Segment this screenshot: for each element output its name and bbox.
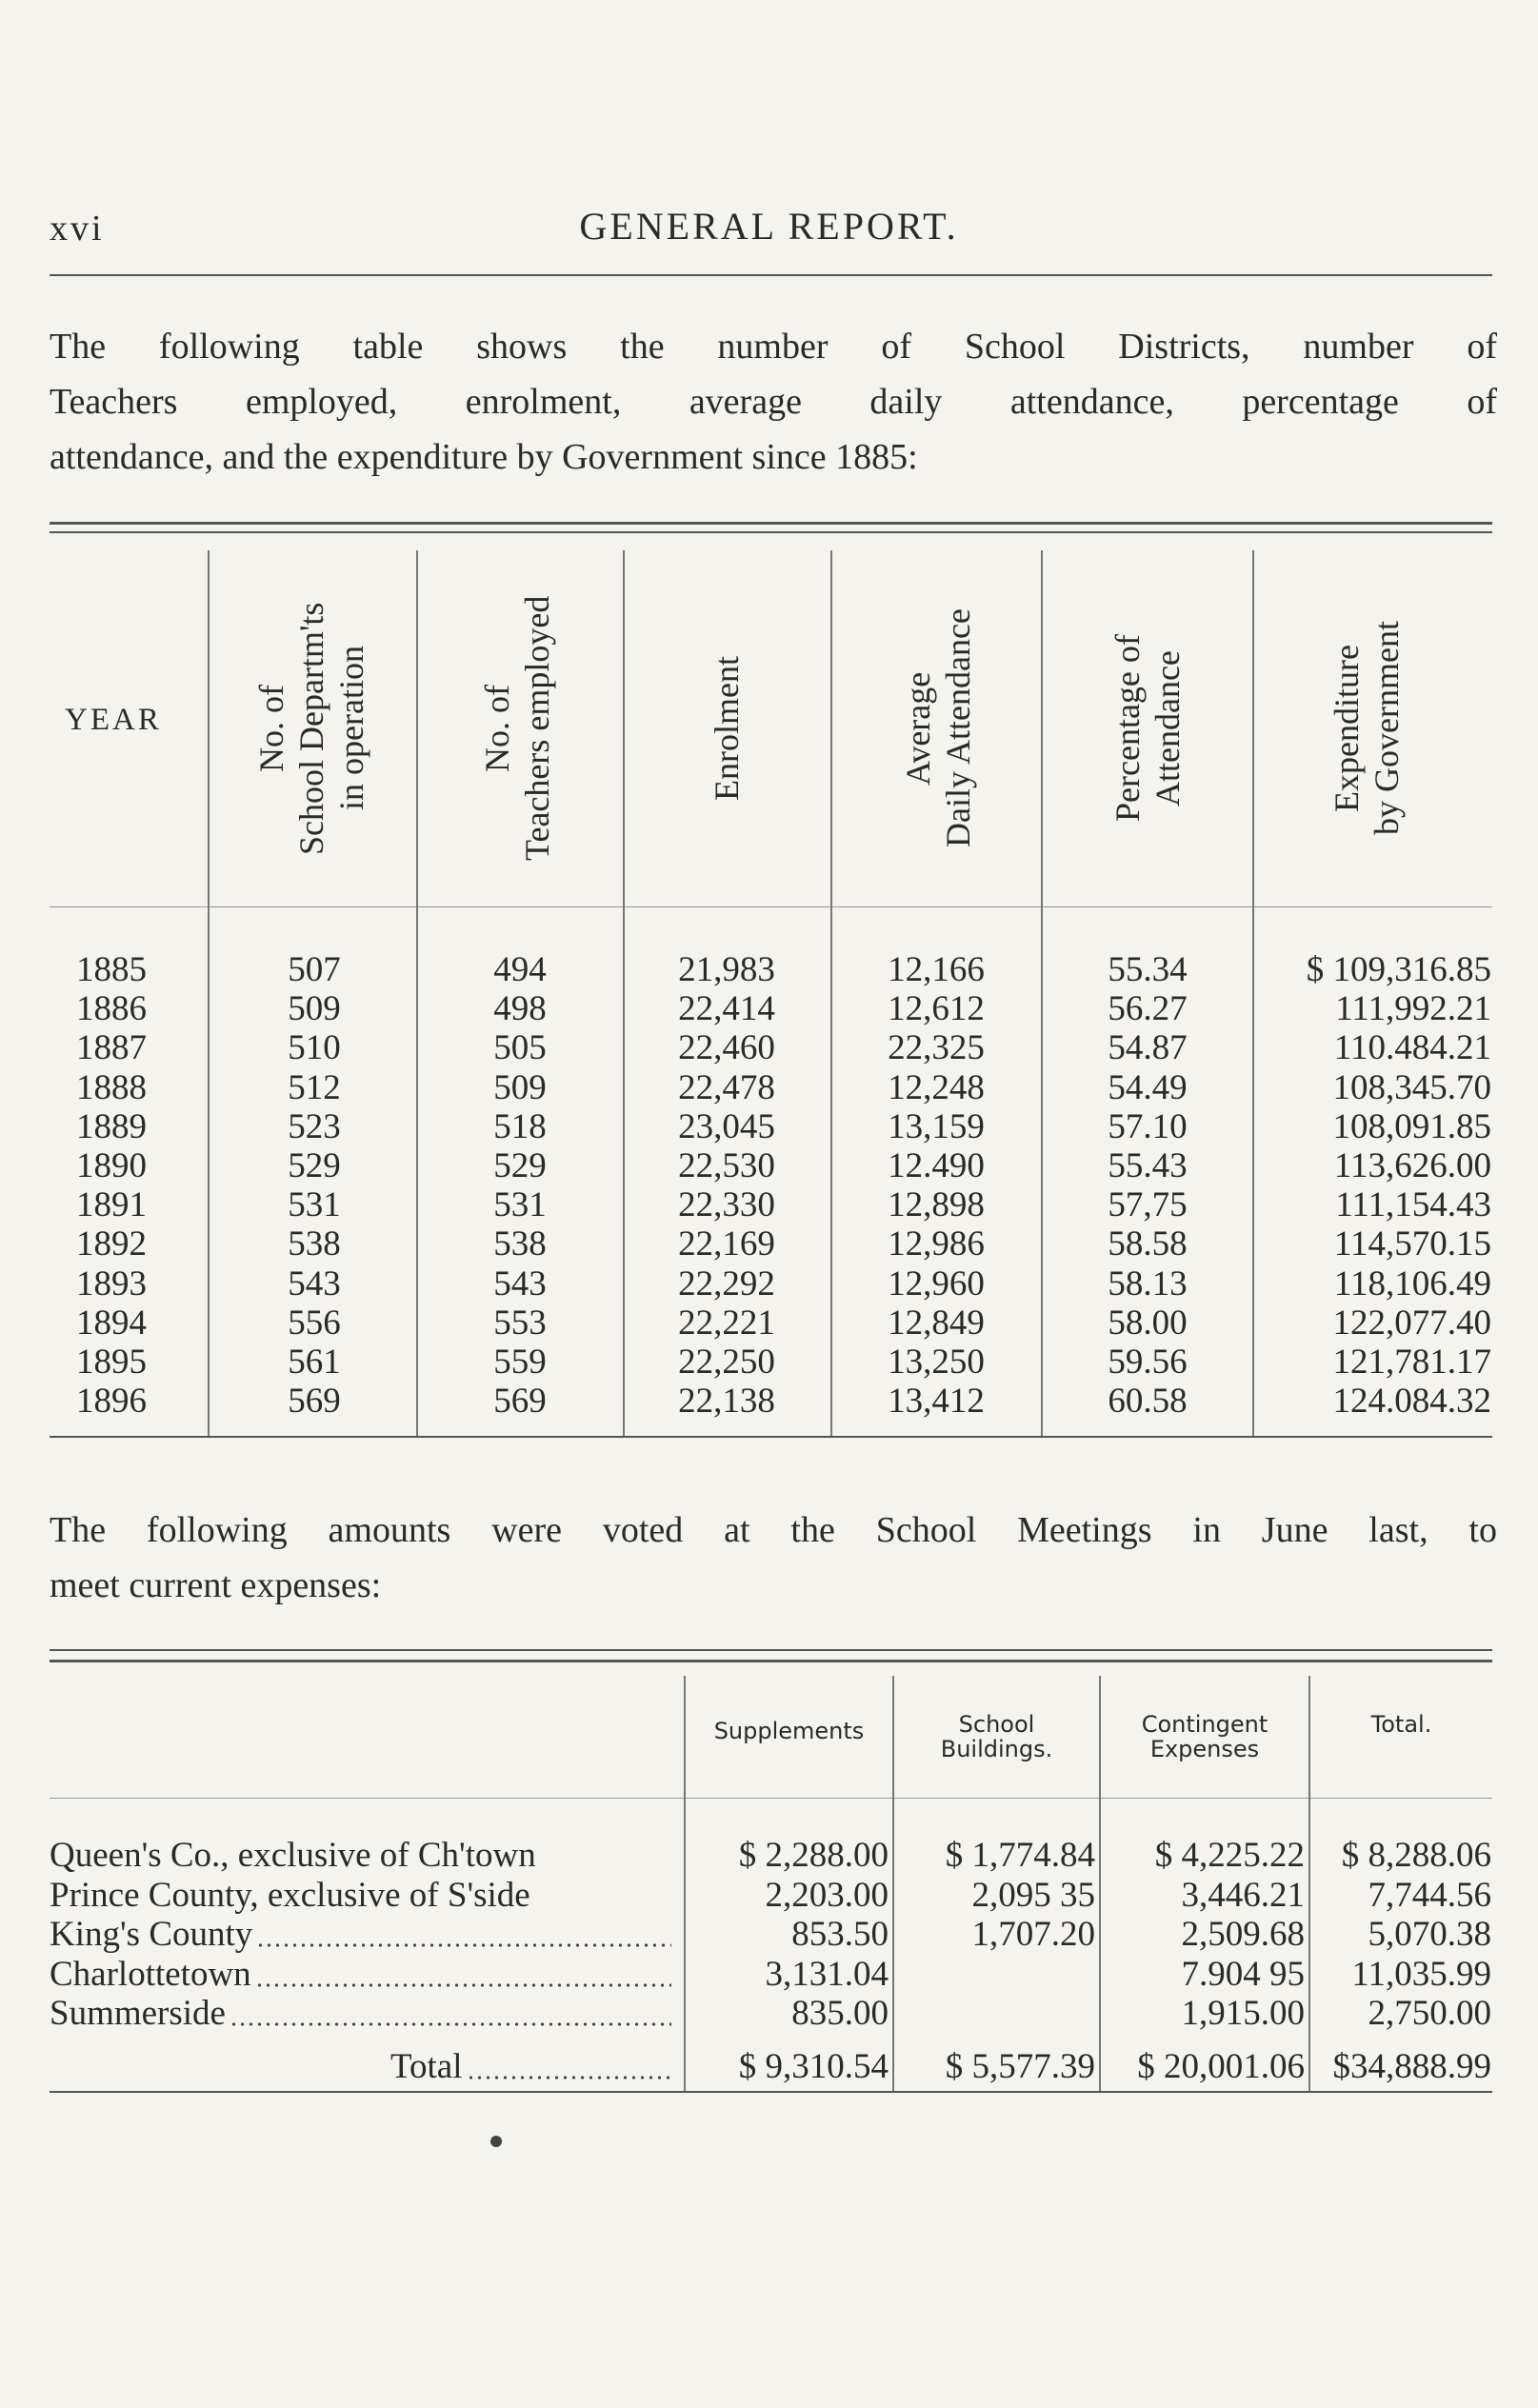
enrolment-cell: 22,221	[678, 1303, 775, 1343]
total-cell: 7,744.56	[1368, 1875, 1491, 1915]
attendance-cell: 12,960	[888, 1264, 985, 1304]
header-school-buildings: School Buildings.	[940, 1711, 1053, 1762]
attendance-cell: 12,849	[888, 1303, 985, 1343]
table-head-rule	[50, 1798, 1492, 1799]
attendance-cell: 13,250	[888, 1343, 985, 1382]
header-contingent: Contingent Expenses	[1141, 1711, 1268, 1762]
teachers-cell: 505	[493, 1028, 547, 1068]
percentage-cell: 54.49	[1108, 1067, 1188, 1107]
contingent-cell: 1,915.00	[1181, 1994, 1305, 2033]
buildings-cell: $ 5,577.39	[945, 2047, 1095, 2086]
districts-cell: 507	[288, 950, 341, 989]
attendance-cell: 12,898	[888, 1185, 985, 1225]
teachers-cell: 559	[493, 1343, 547, 1382]
year-cell: 1885	[76, 950, 147, 989]
attendance-cell: 22,325	[888, 1028, 985, 1068]
districts-cell: 569	[288, 1382, 341, 1422]
table-row	[0, 1836, 1538, 1875]
percentage-cell: 57.10	[1108, 1106, 1188, 1146]
districts-cell: 538	[288, 1224, 341, 1264]
percentage-cell: 55.43	[1108, 1146, 1188, 1185]
year-cell: 1895	[76, 1343, 147, 1382]
enrolment-cell: 22,250	[678, 1343, 775, 1382]
teachers-cell: 569	[493, 1382, 547, 1422]
row-label: Total	[390, 2047, 463, 2086]
teachers-cell: 518	[493, 1106, 547, 1146]
districts-cell: 523	[288, 1106, 341, 1146]
buildings-cell: 1,707.20	[971, 1915, 1095, 1954]
percentage-cell: 57,75	[1108, 1185, 1188, 1225]
total-cell: $34,888.99	[1332, 2047, 1491, 2086]
attendance-cell: 12,612	[888, 989, 985, 1029]
percentage-cell: 58.58	[1108, 1224, 1188, 1264]
header-expenditure: Expenditure by Government	[1328, 621, 1406, 836]
total-cell: 5,070.38	[1368, 1915, 1491, 1954]
attendance-cell: 13,159	[888, 1106, 985, 1146]
enrolment-cell: 23,045	[678, 1106, 775, 1146]
expenditure-cell: 110.484.21	[1333, 1028, 1491, 1068]
percentage-cell: 54.87	[1108, 1028, 1188, 1068]
expenditure-cell: $ 109,316.85	[1306, 950, 1491, 989]
expenditure-cell: 111,992.21	[1335, 989, 1491, 1029]
intro-line: The following amounts were voted at the School Meetings in June last, to	[50, 1510, 1497, 1550]
dot-leader	[467, 2076, 671, 2080]
enrolment-cell: 22,330	[678, 1185, 775, 1225]
header-enrolment: Enrolment	[708, 656, 746, 801]
teachers-cell: 494	[493, 950, 547, 989]
total-row	[0, 2047, 1538, 2086]
table-bottom-rule	[50, 2091, 1492, 2093]
intro-line: The following table shows the number of School Districts, number of	[50, 327, 1497, 367]
row-label: Charlottetown	[50, 1954, 251, 1994]
supplements-cell: 3,131.04	[765, 1954, 889, 1994]
teachers-cell: 543	[493, 1264, 547, 1304]
expenditure-cell: 122,077.40	[1332, 1303, 1491, 1343]
contingent-cell: $ 20,001.06	[1137, 2047, 1305, 2086]
attendance-cell: 12.490	[888, 1146, 985, 1185]
year-cell: 1889	[76, 1106, 147, 1146]
header-supplements: Supplements	[713, 1718, 865, 1744]
attendance-cell: 12,248	[888, 1067, 985, 1107]
contingent-cell: 2,509.68	[1181, 1915, 1305, 1954]
percentage-cell: 56.27	[1108, 989, 1188, 1029]
year-cell: 1896	[76, 1382, 147, 1422]
row-label: Prince County, exclusive of S'side	[50, 1875, 530, 1915]
contingent-cell: $ 4,225.22	[1154, 1836, 1305, 1875]
percentage-cell: 58.13	[1108, 1264, 1188, 1304]
year-cell: 1886	[76, 989, 147, 1029]
enrolment-cell: 22,292	[678, 1264, 775, 1304]
intro-line: attendance, and the expenditure by Government since 1885:	[50, 437, 918, 477]
expenditure-cell: 121,781.17	[1332, 1343, 1491, 1382]
total-cell: 2,750.00	[1368, 1994, 1491, 2033]
percentage-cell: 58.00	[1108, 1303, 1188, 1343]
row-label: Summerside	[50, 1994, 226, 2033]
teachers-cell: 509	[493, 1067, 547, 1107]
table-row	[0, 1915, 1538, 1954]
enrolment-cell: 22,169	[678, 1224, 775, 1264]
dot-leader	[255, 1983, 671, 1987]
enrolment-cell: 22,530	[678, 1146, 775, 1185]
year-cell: 1893	[76, 1264, 147, 1304]
year-cell: 1891	[76, 1185, 147, 1225]
districts-cell: 512	[288, 1067, 341, 1107]
expenditure-cell: 118,106.49	[1333, 1264, 1491, 1304]
table-top-rule	[50, 1649, 1492, 1651]
expenditure-cell: 113,626.00	[1333, 1146, 1491, 1185]
supplements-cell: 835.00	[791, 1994, 889, 2033]
header-districts: No. of School Departm'ts in operation	[252, 602, 370, 855]
percentage-cell: 55.34	[1108, 950, 1188, 989]
buildings-cell: $ 1,774.84	[945, 1836, 1095, 1875]
dot-leader	[256, 1943, 671, 1947]
expenditure-cell: 108,345.70	[1332, 1067, 1491, 1107]
year-cell: 1890	[76, 1146, 147, 1185]
table-row	[0, 1876, 1538, 1915]
attendance-cell: 12,986	[888, 1224, 985, 1264]
districts-cell: 531	[288, 1185, 341, 1225]
supplements-cell: $ 9,310.54	[738, 2047, 889, 2086]
enrolment-cell: 22,460	[678, 1028, 775, 1068]
teachers-cell: 538	[493, 1224, 547, 1264]
total-cell: $ 8,288.06	[1341, 1836, 1491, 1875]
expenditure-cell: 111,154.43	[1335, 1185, 1491, 1225]
teachers-cell: 498	[493, 989, 547, 1029]
running-head: GENERAL REPORT.	[579, 205, 959, 248]
teachers-cell: 531	[493, 1185, 547, 1225]
enrolment-cell: 22,138	[678, 1382, 775, 1422]
attendance-cell: 13,412	[888, 1382, 985, 1422]
total-cell: 11,035.99	[1351, 1954, 1491, 1994]
districts-cell: 561	[288, 1343, 341, 1382]
table-top-rule-2	[50, 1660, 1492, 1662]
districts-cell: 510	[288, 1028, 341, 1068]
supplements-cell: 2,203.00	[765, 1875, 889, 1915]
table-row	[0, 1994, 1538, 2033]
intro-line: Teachers employed, enrolment, average daily attendance, percentage of	[50, 382, 1497, 422]
header-year: YEAR	[65, 703, 162, 737]
year-cell: 1888	[76, 1067, 147, 1107]
percentage-cell: 59.56	[1108, 1343, 1188, 1382]
enrolment-cell: 22,478	[678, 1067, 775, 1107]
expenditure-cell: 124.084.32	[1332, 1382, 1491, 1422]
districts-cell: 509	[288, 989, 341, 1029]
dot-leader	[230, 2022, 671, 2026]
enrolment-cell: 21,983	[678, 950, 775, 989]
attendance-cell: 12,166	[888, 950, 985, 989]
teachers-cell: 529	[493, 1146, 547, 1185]
districts-cell: 543	[288, 1264, 341, 1304]
header-teachers: No. of Teachers employed	[478, 595, 556, 862]
percentage-cell: 60.58	[1108, 1382, 1188, 1422]
supplements-cell: 853.50	[791, 1915, 889, 1954]
row-label: King's County	[50, 1915, 253, 1954]
contingent-cell: 7.904 95	[1181, 1954, 1305, 1994]
header-percentage: Percentage of Attendance	[1109, 634, 1187, 823]
enrolment-cell: 22,414	[678, 989, 775, 1029]
row-label: Queen's Co., exclusive of Ch'town	[50, 1836, 536, 1875]
contingent-cell: 3,446.21	[1181, 1875, 1305, 1915]
table-row	[0, 1955, 1538, 1994]
expenditure-cell: 114,570.15	[1333, 1224, 1491, 1264]
ink-speck	[490, 2136, 502, 2147]
header-total: Total.	[1370, 1711, 1432, 1738]
intro-line: meet current expenses:	[50, 1565, 382, 1605]
supplements-cell: $ 2,288.00	[738, 1836, 889, 1875]
year-cell: 1887	[76, 1028, 147, 1068]
expenditure-cell: 108,091.85	[1332, 1106, 1491, 1146]
year-cell: 1894	[76, 1303, 147, 1343]
header-attendance: Average Daily Attendance	[899, 608, 977, 848]
year-cell: 1892	[76, 1224, 147, 1264]
districts-cell: 529	[288, 1146, 341, 1185]
districts-cell: 556	[288, 1303, 341, 1343]
teachers-cell: 553	[493, 1303, 547, 1343]
buildings-cell: 2,095 35	[971, 1875, 1095, 1915]
page-number: xvi	[50, 209, 105, 249]
